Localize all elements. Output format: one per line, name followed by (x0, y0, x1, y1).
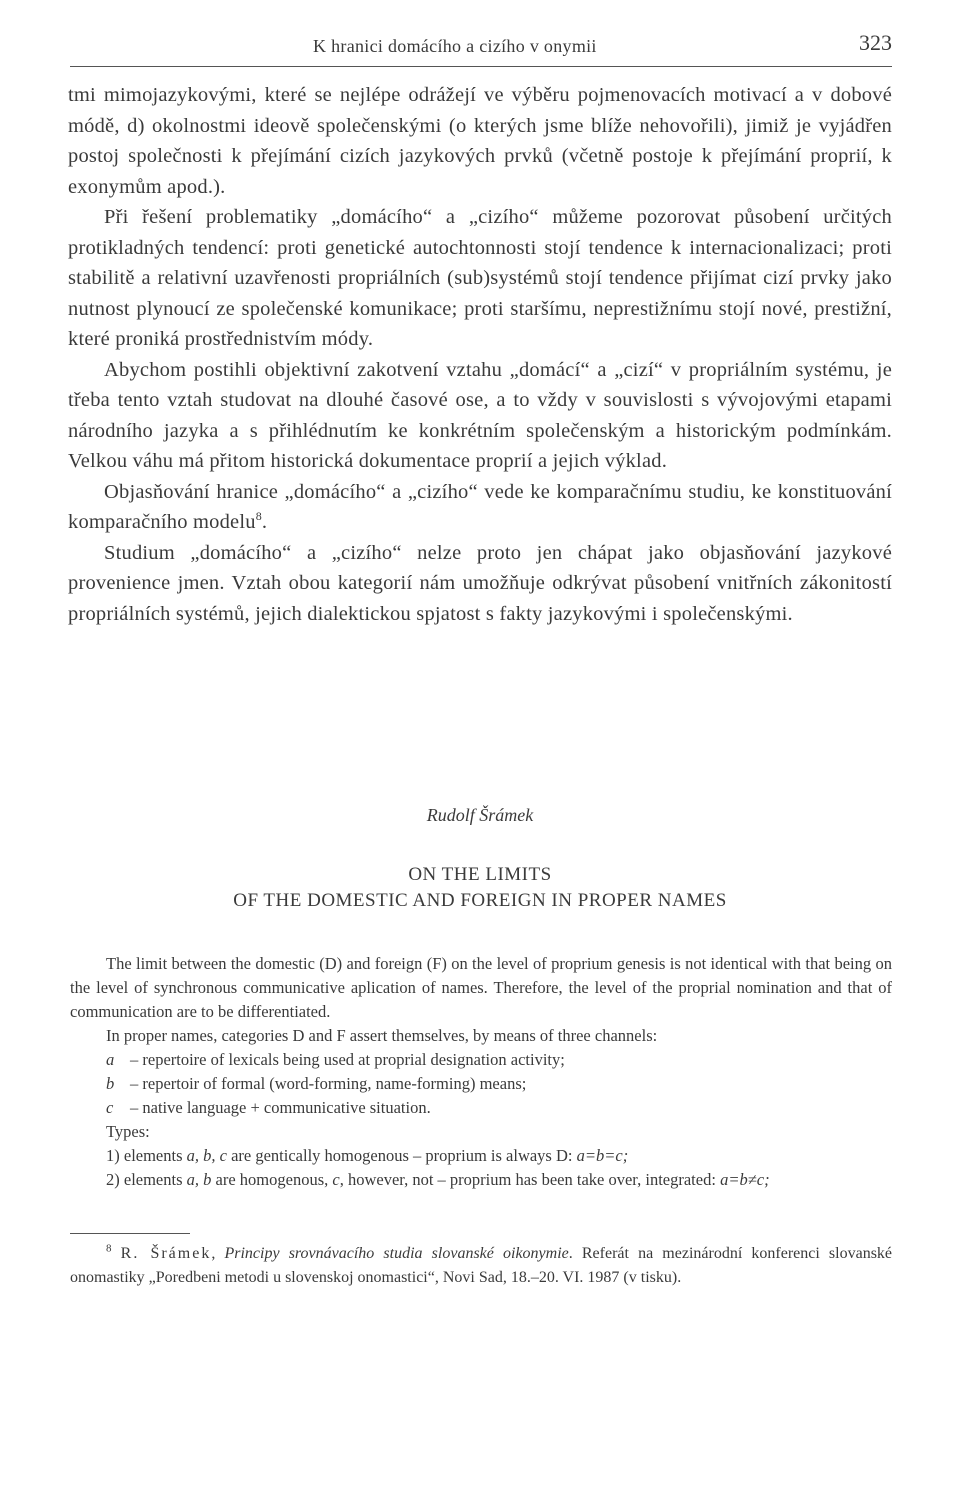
channel-label-a: a (106, 1050, 115, 1069)
summary-title-line-2: OF THE DOMESTIC AND FOREIGN IN PROPER NAMES (233, 890, 727, 911)
footnote-reference: 8 (255, 509, 262, 524)
type-2-text: 2) elements (106, 1170, 187, 1189)
running-title: K hranici domácího a cizího v onymii (313, 36, 597, 56)
channel-label-c: c (106, 1098, 114, 1117)
footnote-title: Principy srovnávacího studia slovanské oikonymie (224, 1245, 569, 1262)
summary-abstract (70, 952, 892, 1192)
page-number: 323 (859, 30, 892, 55)
footnote-8: $^8$ R. Šrámek, Principy srovnávacího studia slovanské oikonymie. Referát na mezinárodní konferenci slovanské onomastiky „Poredbeni metodi u slovenskoj onomastici“, Novi Sad, 18.–20. VI. 1987 (v tisku). (70, 1242, 893, 1286)
footnote-mark: 8 (106, 1242, 112, 1255)
type-2-variables: a, b (186, 1170, 212, 1189)
summary-title (0, 862, 960, 914)
type-1-variables: a, b, c (186, 1146, 227, 1165)
footnote-separator (70, 1233, 190, 1234)
footnote-author: R. Šrámek (120, 1245, 212, 1262)
channel-text-b: – repertoir of formal (word-forming, name-forming) means; (130, 1074, 527, 1093)
type-1-formula: a=b=c; (576, 1146, 629, 1165)
summary-title-line-1: ON THE LIMITS (408, 864, 552, 885)
channel-text-a: – repertoire of lexicals being used at proprial designation activity; (130, 1050, 565, 1069)
channel-label-b: b (106, 1074, 115, 1093)
paragraph-2: Při řešení problematiky „domácího“ a „cizího“ můžeme pozorovat působení určitých protikladných tendencí: proti genetické autochtonnosti stojí tendence k internacionalizaci; proti stabilitě a relativní uzavřenosti propriálních (sub)systémů stojí tendence přijímat cizí prvky jako nutnost plynoucí ze společenské komunikace; proti staršímu, neprestižnímu stojí nové, prestižní, které proniká prostřednistvím módy. (68, 206, 892, 350)
type-2-formula: a=b≠c; (720, 1170, 770, 1189)
channel-item-c (70, 1096, 892, 1120)
type-1-text-2: are gentically homogenous – proprium is always D: (226, 1146, 577, 1165)
type-2-text-2: are homogenous, (211, 1170, 333, 1189)
page-header (70, 26, 892, 67)
summary-author: Rudolf Šrámek (426, 805, 534, 825)
paragraph-4 (68, 477, 892, 538)
types-label: Types: (106, 1122, 150, 1141)
abstract-paragraph-1: The limit between the domestic (D) and foreign (F) on the level of proprium genesis is not identical with that being on the level of synchronous communicative aplication of names. Therefore, the level of the proprial nomination and that of communication are to be differentiated. (70, 954, 892, 1021)
abstract-paragraph-2: In proper names, categories D and F assert themselves, by means of three channels: (106, 1026, 658, 1045)
footnote-rest: . Referát na mezinárodní konferenci slovanské onomastiky „Poredbeni metodi u slovenskoj onomastici“, Novi Sad, 18.–20. VI. 1987 (v tisku). (70, 1245, 893, 1286)
channel-item-b (70, 1072, 892, 1096)
paragraph-4-text: Objasňování hranice „domácího“ a „cizího“ vede ke komparačnímu studiu, ke konstituování komparačního modelu (68, 480, 892, 533)
type-2 (70, 1168, 892, 1192)
paragraph-1: tmi mimojazykovými, které se nejlépe odrážejí ve výběru pojmenovacích motivací a v dobové módě, d) okolnostmi ideově společenskými (o kterých jsme blíže nehovořili), jimiž je vyjádřen postoj společnosti k přejímání cizích jazykových prvků (včetně postoje k přejímání proprií, k exonymům apod.). (68, 84, 892, 198)
type-2-variable-c: c (332, 1170, 340, 1189)
channel-item-a (70, 1048, 892, 1072)
type-2-text-3: , however, not – proprium has been take over, integrated: (339, 1170, 721, 1189)
type-1 (70, 1144, 892, 1168)
paragraph-3: Abychom postihli objektivní zakotvení vztahu „domácí“ a „cizí“ v propriálním systému, je třeba tento vztah studovat na dlouhé časové ose, a to vždy v souvislosti s vývojovými etapami národního jazyka a s přihlédnutím ke konkrétním společenským a historickým podmínkám. Velkou váhu má přitom historická dokumentace proprií a jejich výklad. (68, 358, 892, 472)
channel-text-c: – native language + communicative situation. (130, 1098, 431, 1117)
paragraph-5: Studium „domácího“ a „cizího“ nelze proto jen chápat jako objasňování jazykové provenience jmen. Vztah obou kategorií nám umožňuje odkrývat působení vnitřních zákonitostí propriálních systémů, jejich dialektickou spjatost s fakty jazykovými i společenskými. (68, 541, 892, 625)
paragraph-4-end: . (261, 511, 268, 533)
footnote (70, 1242, 892, 1290)
type-1-text: 1) elements (106, 1146, 187, 1165)
main-text (68, 80, 892, 629)
